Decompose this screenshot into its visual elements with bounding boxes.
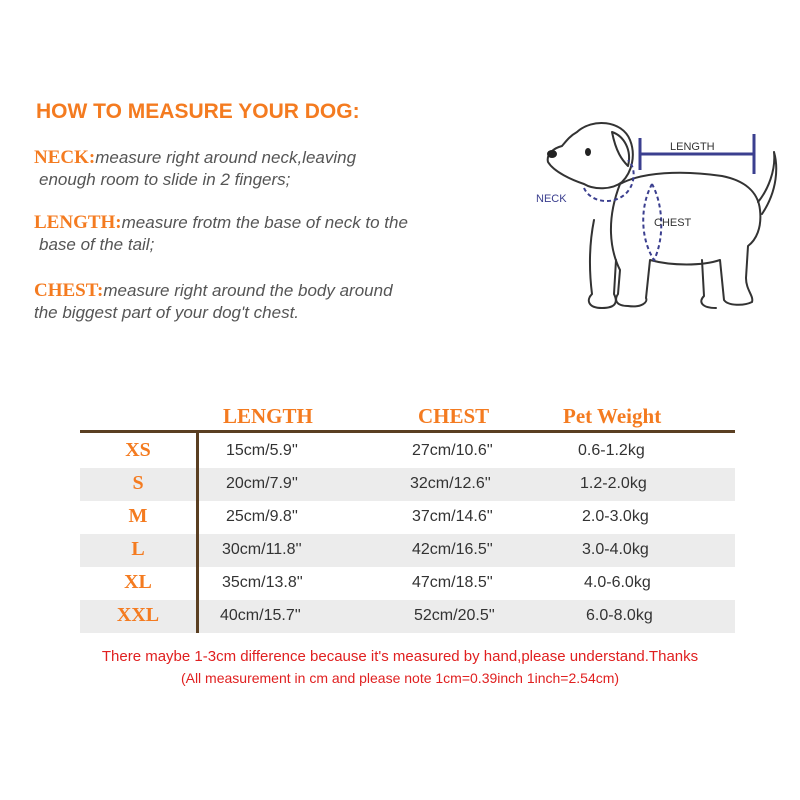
neck-instruction [34,147,356,191]
table-row [80,435,735,468]
chest-cell: 37cm/14.6'' [412,508,493,525]
size-cell: XS [125,439,151,461]
chest-label: CHEST [654,217,692,229]
chest-instruction [34,280,393,324]
neck-key: NECK: [34,147,96,168]
length-key: LENGTH: [34,212,122,233]
conversion-note: (All measurement in cm and please note 1cm=0.39inch 1inch=2.54cm) [180,670,620,686]
size-cell: L [131,538,145,560]
length-cell: 30cm/11.8'' [222,541,302,558]
table-row [80,600,735,633]
neck-text-line1: measure right around neck,leaving [95,148,357,167]
length-instruction [34,212,408,256]
size-cell: XL [124,571,152,593]
table-row [80,534,735,567]
dog-measure-diagram [532,110,792,320]
weight-cell: 0.6-1.2kg [578,442,645,459]
weight-cell: 1.2-2.0kg [580,475,647,492]
header-length: LENGTH [223,404,313,428]
header-pet-weight: Pet Weight [563,404,662,428]
length-text-line2: base of the tail; [39,235,155,254]
length-cell: 40cm/15.7'' [220,607,301,624]
chest-text-line2: the biggest part of your dog't chest. [34,303,300,322]
table-top-rule [80,430,735,433]
length-cell: 25cm/9.8'' [226,508,298,525]
length-cell: 20cm/7.9'' [226,475,298,492]
table-row [80,468,735,501]
length-cell: 15cm/5.9'' [226,442,298,459]
table-row [80,567,735,600]
size-cell: XXL [116,604,160,626]
table-vertical-rule [196,430,199,633]
dog-nose [547,150,557,158]
dog-ear-outline [612,132,629,166]
header-chest: CHEST [418,404,490,428]
chest-cell: 32cm/12.6'' [410,475,491,492]
neck-text-line2: enough room to slide in 2 fingers; [39,170,291,189]
size-cell: M [128,505,148,527]
weight-cell: 6.0-8.0kg [586,607,653,624]
dog-body-outline [611,173,760,307]
chest-cell: 52cm/20.5'' [414,607,495,624]
measurement-note: There maybe 1-3cm difference because it's measured by hand,please understand.Thanks [101,648,699,665]
chest-cell: 42cm/16.5'' [412,541,493,558]
weight-cell: 3.0-4.0kg [582,541,649,558]
chest-cell: 27cm/10.6'' [412,442,493,459]
neck-label: NECK [536,193,567,205]
chest-cell: 47cm/18.5'' [412,574,493,591]
dog-back-leg-outline [701,260,716,308]
dog-eye [585,148,591,156]
length-text-line1: measure frotm the base of neck to the [121,213,408,232]
weight-cell: 2.0-3.0kg [582,508,649,525]
table-row [80,501,735,534]
page-title: HOW TO MEASURE YOUR DOG: [36,100,360,123]
length-label: LENGTH [670,141,715,153]
weight-cell: 4.0-6.0kg [584,574,651,591]
length-cell: 35cm/13.8'' [222,574,303,591]
chest-key: CHEST: [34,280,104,301]
chest-text-line1: measure right around the body around [103,281,393,300]
size-cell: S [132,472,144,494]
dog-tail-outline [758,152,776,214]
